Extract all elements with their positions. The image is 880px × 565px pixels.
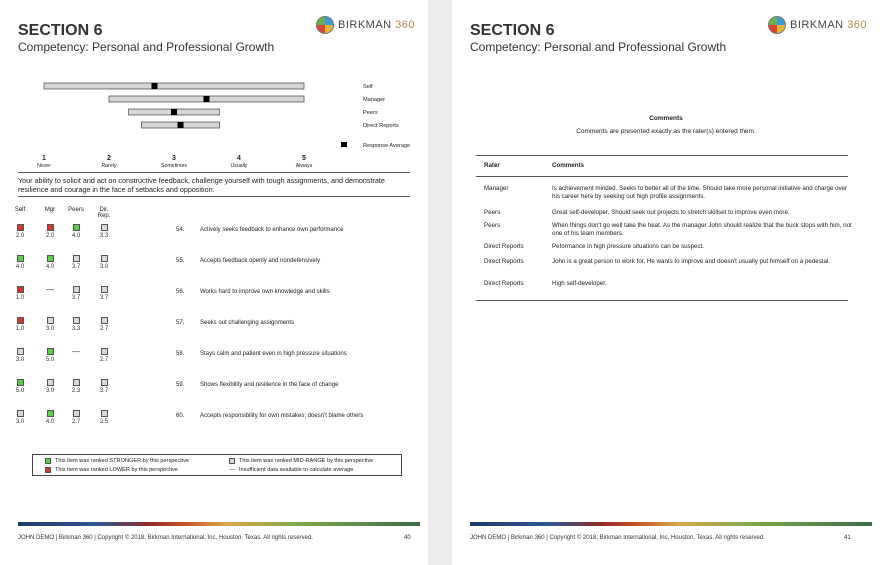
rating-value: 2.5 [99, 419, 109, 425]
logo-number: 360 [847, 19, 868, 31]
grey-square-icon [101, 379, 108, 386]
rating-cell [94, 379, 114, 394]
header-rater: Rater [484, 162, 500, 169]
rating-value: 1.0 [15, 326, 25, 332]
section-heading: SECTION 6 [18, 22, 103, 39]
range-bar-chart [18, 78, 418, 170]
grey-square-icon [73, 317, 80, 324]
green-square-icon [17, 255, 24, 262]
grey-square-icon [101, 224, 108, 231]
rating-cell [10, 410, 30, 425]
item-row [0, 317, 428, 337]
rating-cell [66, 224, 86, 239]
item-number: 57. [176, 320, 185, 326]
rating-cell [10, 348, 30, 363]
category-label: Direct Reports [363, 123, 399, 129]
comment-cell: When things don't go well take the heat. As the manager John should realize that the buck stops with him, not one of his team members. [552, 222, 852, 237]
rating-cell [40, 410, 60, 425]
rating-value: 3.3 [99, 233, 109, 239]
red-square-icon [17, 317, 24, 324]
rating-value: 5.0 [45, 357, 55, 363]
grey-square-icon [17, 410, 24, 417]
report-page-40 [0, 0, 428, 565]
dash-icon: — [72, 347, 80, 356]
grey-square-icon [17, 348, 24, 355]
red-square-icon [17, 286, 24, 293]
logo-number: 360 [395, 19, 416, 31]
rating-value: 3.0 [45, 388, 55, 394]
rating-cell [94, 255, 114, 270]
grey-square-icon [73, 410, 80, 417]
item-row [0, 286, 428, 306]
legend-marker [341, 142, 347, 147]
comment-cell: Is achievement minded. Seeks to better all of the time. Should take more personal initiative and charge over his career here by seeking out high profile assignments. [552, 185, 848, 200]
rating-cell [94, 286, 114, 301]
category-label: Peers [363, 110, 378, 116]
item-text: Shows flexibility and resilience in the face of change [200, 382, 339, 388]
rating-value: 2.3 [71, 388, 81, 394]
rating-cell [66, 410, 86, 425]
rating-cell [40, 348, 60, 363]
comments-subtitle: Comments are presented exactly as the rater(s) entered them. [576, 128, 756, 135]
category-label: Self [363, 84, 373, 90]
footer-text: JOHN DEMO | Birkman 360 | Copyright © 2018, Birkman International, Inc. Houston, Texas. All rights reserved. [470, 535, 765, 541]
grey-square-icon [101, 348, 108, 355]
rating-cell [94, 410, 114, 425]
legend-label: Response Average [363, 143, 411, 149]
rating-value: 3.7 [99, 295, 109, 301]
rater-cell: Peers [484, 209, 501, 216]
item-text: Stays calm and patient even in high pressure situations [200, 351, 347, 357]
tick-number: 2 [107, 155, 111, 162]
average-marker [178, 122, 184, 128]
rating-value: 3.7 [99, 388, 109, 394]
grey-square-icon [73, 286, 80, 293]
rating-value: 2.7 [99, 326, 109, 332]
item-text: Seeks out challenging assignments [200, 320, 295, 326]
rating-cell [94, 348, 114, 363]
legend-lower: This item was ranked LOWER by this perspective [45, 467, 178, 473]
grey-square-icon [101, 410, 108, 417]
item-row [0, 224, 428, 244]
grey-square-icon [47, 379, 54, 386]
rating-cell [66, 255, 86, 270]
item-number: 56. [176, 289, 185, 295]
rater-cell: Direct Reports [484, 280, 524, 287]
green-square-icon [17, 379, 24, 386]
rater-cell: Peers [484, 222, 501, 229]
legend-midrange: This item was ranked MID-RANGE by this perspective [229, 458, 373, 464]
table-top-rule [476, 155, 848, 156]
column-header: Peers [68, 207, 84, 213]
tick-number: 3 [172, 155, 176, 162]
rating-cell [66, 286, 86, 301]
rating-value: 3.0 [45, 326, 55, 332]
birkman-logo [316, 16, 415, 34]
rating-cell [10, 379, 30, 394]
table-bottom-rule [476, 300, 848, 301]
grey-square-icon [101, 286, 108, 293]
page-number: 41 [844, 535, 851, 541]
item-row [0, 410, 428, 430]
rating-value: 5.0 [15, 388, 25, 394]
rating-value: 3.0 [15, 419, 25, 425]
divider [18, 172, 410, 173]
rating-cell [66, 317, 86, 332]
footer-text: JOHN DEMO | Birkman 360 | Copyright © 2018, Birkman International, Inc. Houston, Texas. All rights reserved. [18, 535, 313, 541]
competency-subtitle: Competency: Personal and Professional Growth [470, 40, 727, 54]
rater-cell: Direct Reports [484, 243, 524, 250]
rating-cell [94, 317, 114, 332]
rating-value: 3.7 [71, 295, 81, 301]
rating-cell [40, 286, 60, 295]
rater-cell: Direct Reports [484, 258, 524, 265]
comments-title: Comments [649, 115, 683, 122]
tick-number: 1 [42, 155, 46, 162]
rater-cell: Manager [484, 185, 509, 192]
rating-value: 2.0 [15, 233, 25, 239]
report-page-41 [452, 0, 880, 565]
rating-cell [40, 224, 60, 239]
comment-cell: High self-developer. [552, 280, 607, 287]
column-header: Mgr [44, 207, 56, 213]
rating-cell [10, 317, 30, 332]
rating-value: 2.7 [99, 357, 109, 363]
item-text: Accepts feedback openly and nondefensively [200, 258, 321, 264]
red-square-icon [45, 467, 51, 473]
header-comments: Comments [552, 162, 584, 169]
grey-square-icon [101, 317, 108, 324]
divider [18, 196, 410, 197]
green-square-icon [47, 255, 54, 262]
rating-cell [66, 379, 86, 394]
item-row [0, 255, 428, 275]
footer-color-stripe [18, 522, 420, 526]
rating-cell [66, 348, 86, 357]
red-square-icon [47, 224, 54, 231]
item-row [0, 379, 428, 399]
rating-value: 4.0 [45, 419, 55, 425]
green-square-icon [45, 458, 51, 464]
dash-icon: — [229, 467, 235, 473]
rating-value: 3.7 [71, 264, 81, 270]
logo-text: BIRKMAN [790, 19, 844, 31]
page-number: 40 [404, 535, 411, 541]
average-marker [204, 96, 210, 102]
tick-label: Rarely [101, 163, 117, 169]
legend-insufficient: — Insufficient data available to calculate average [229, 467, 354, 473]
rating-value: 3.0 [99, 264, 109, 270]
table-header-rule [476, 176, 848, 177]
item-number: 54. [176, 227, 185, 233]
category-label: Manager [363, 97, 386, 103]
item-number: 55. [176, 258, 185, 264]
average-marker [152, 83, 158, 89]
rating-value: 2.0 [45, 233, 55, 239]
comment-cell: Peformance in high pressure situations can be suspect. [552, 243, 705, 250]
tick-label: Usually [230, 163, 248, 169]
item-text: Actively seeks feedback to enhance own performance [200, 227, 344, 233]
item-number: 58. [176, 351, 185, 357]
red-square-icon [17, 224, 24, 231]
column-header: Dir. Rep. [97, 207, 111, 219]
grey-square-icon [101, 255, 108, 262]
rating-cell [94, 224, 114, 239]
grey-square-icon [73, 255, 80, 262]
item-text: Works hard to improve own knowledge and skills [200, 289, 330, 295]
rating-value: 4.0 [45, 264, 55, 270]
item-text: Accepts responsibility for own mistakes; doesn't blame others [200, 413, 364, 419]
tick-label: Never [37, 163, 51, 169]
grey-square-icon [47, 317, 54, 324]
green-square-icon [73, 224, 80, 231]
column-header: Self [14, 207, 26, 213]
comment-cell: John is a great person to work for. He wants to improve and doesn't usually put himself on a pedestal. [552, 258, 831, 265]
range-bar [44, 83, 304, 89]
rating-value: 3.0 [15, 357, 25, 363]
competency-description: Your ability to solicit and act on constructive feedback, challenge yourself with tough assignments, and demonstrate resilience and courage in the face of setbacks and opposition. [18, 176, 385, 194]
average-marker [171, 109, 177, 115]
rating-value: 1.0 [15, 295, 25, 301]
green-square-icon [47, 410, 54, 417]
rating-cell [40, 317, 60, 332]
rating-cell [40, 379, 60, 394]
dash-icon: — [46, 285, 54, 294]
rating-value: 4.0 [15, 264, 25, 270]
tick-label: Always [295, 163, 313, 169]
tick-number: 5 [302, 155, 306, 162]
legend-stronger: This item was ranked STRONGER by this perspective [45, 458, 189, 464]
tick-label: Sometimes [161, 163, 187, 169]
green-square-icon [47, 348, 54, 355]
rating-cell [10, 255, 30, 270]
birkman-logo [768, 16, 867, 34]
grey-square-icon [73, 379, 80, 386]
item-number: 59. [176, 382, 185, 388]
rating-cell [10, 286, 30, 301]
competency-subtitle: Competency: Personal and Professional Growth [18, 40, 275, 54]
rating-value: 3.3 [71, 326, 81, 332]
section-heading: SECTION 6 [470, 22, 555, 39]
rating-cell [10, 224, 30, 239]
grey-square-icon [229, 458, 235, 464]
rating-value: 4.0 [71, 233, 81, 239]
tick-number: 4 [237, 155, 241, 162]
item-number: 60. [176, 413, 185, 419]
footer-color-stripe [470, 522, 872, 526]
birkman-logo-icon [316, 16, 334, 34]
logo-text: BIRKMAN [338, 19, 392, 31]
rating-value: 2.7 [71, 419, 81, 425]
rating-cell [40, 255, 60, 270]
item-row [0, 348, 428, 368]
comment-cell: Great self-developer. Should seek out projects to stretch skillset to improve even more. [552, 209, 790, 216]
legend [32, 454, 402, 476]
birkman-logo-icon [768, 16, 786, 34]
